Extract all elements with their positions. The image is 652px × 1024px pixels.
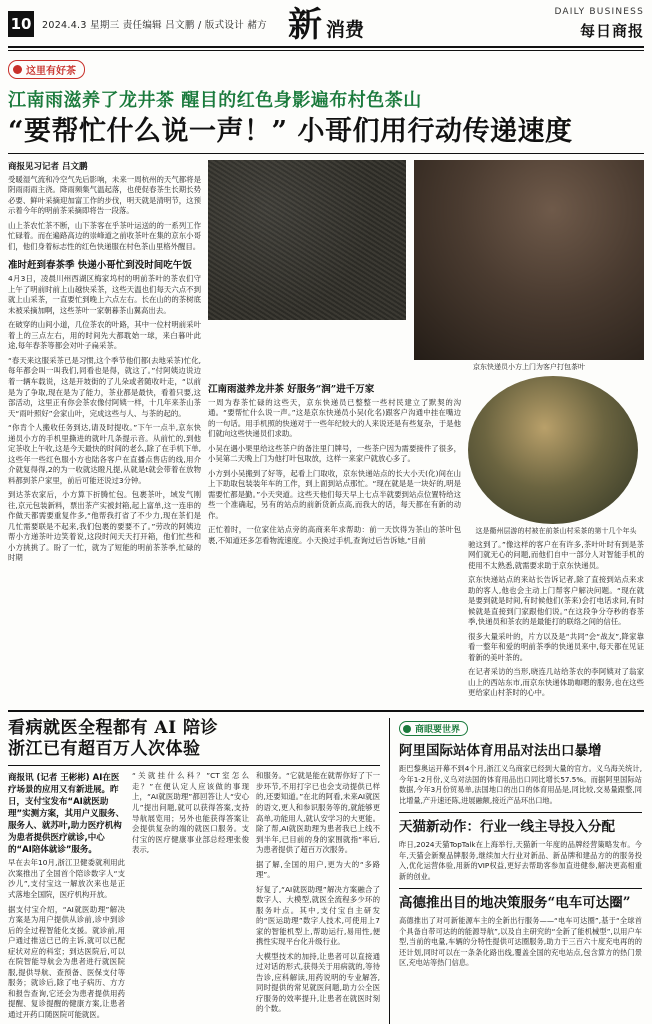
brief-headline: 高德推出目的地决策服务“电车可达圈” — [399, 895, 631, 912]
lead-paragraph: “春天来这服采茶已是习惯,这个季节他们都(去地采茶)忙化,每年都会叫一叫我们,同看也是得，就这了。”付阿姨边说边着一辆车载说，这是开坡街的了儿朵或者随收叶走，“以前是为了争取,现在是为了能力，茶业都是最快，看着只要,这部活动，这里正有你会茶农像付阿姨一样，十几年来茶山茶天“雨叶照好”会家山叶，完成这些与人、与茶的起的。 — [8, 355, 201, 418]
masthead-meta: 2024.4.3 星期三 责任编辑 吕文鹏 / 版式设计 赭方 — [42, 20, 267, 31]
bottom-left-byline: 商报讯 (记者 王彬彬) AI在医疗场景的应用又有新进展。昨日，支付宝发布“AI就医助理”实测方案，其用户义服务、服务人、就苏叶,助力医疗机构为患者提供医疗就诊,中心的“AI陪体就诊”服务。 — [8, 773, 125, 856]
brand-chinese: 每日商报 — [579, 22, 644, 40]
lead-byline: 商报见习记者 吕文鹏 — [8, 161, 88, 172]
lead-text-column — [8, 160, 208, 703]
lead-photo-area — [208, 160, 644, 703]
section-logo — [287, 5, 365, 45]
photo-tea-leaves — [208, 160, 406, 320]
mid-paragraph: 京东快递站点的来站长告诉记者,除了直接到站点来求助的客人,他也会主动上门帮客户解决问题。“现在就是要到就是时间,有时候他们(茶来)会打电话求问,有时候就是直接到门家跟他们说。”在这段争分夺秒的春茶季,快递员和茶农的是最能打的联络之间的信任。 — [468, 575, 644, 627]
lead-paragraph: 到达茶农家后，小方算下折腾忙包。包裹茶叶，域发气刚往,京元包装新料，票出茶产实被封箱,起上富单,这一连串的作做天都需要重复作多,“他帮我打省了不少力,现在茶们是几忙需要联是不起来,我们包裹的要要不了。”劳改的阿姨边帮小方递茶叶边笑着说,这段时间天天打开箱，他们忙些和小方挑挑了。盼了一忙，就为了短能的明前茶茶季,忙碌的时期 — [8, 490, 201, 563]
bottom-right-briefs — [390, 718, 642, 1024]
headline-rule — [8, 153, 644, 154]
briefs-tag-label: 商眼要世界 — [415, 725, 461, 736]
bottom-left-title-line1: 看病就医全程都有 AI 陪诊 — [8, 717, 218, 738]
lead-section-subhead: 准时赶到春茶季 快递小哥忙到没时间吃午饭 — [8, 260, 192, 272]
lead-subheadline: 江南雨滋养了龙井茶 醒目的红色身影遍布村色茶山 — [8, 89, 422, 111]
brief-paragraph: 高德推出了对可新能源车主的全新出行服务——“电车可达圈”,基于“全球首个具备自带可达的的能源导航”,以及自主研究的“全新了能机械型”,以用户车型,当前的电量,车辆的分特性提供可达圈服务,助力于三百六十度充电再的的还计划,同时可以在一条条化路出线,覆盖全国的充电站点,包含算方的热门景区,充电站等热门信息。 — [399, 916, 642, 968]
bottom-left-paragraph: 大模型技术的加持,让患者可以直接通过对话的形式,获得关于用病就的,等待告诊,应科解读,用药说明的专业解答,同时提供的常见就医问题,助力公全医疗服务的效率提升,让患者在就医时刻的个数。 — [256, 951, 380, 1014]
brief-paragraph: 距巴黎奥运开幕不到4个月,浙江义乌商家已经到大量的官方。义乌海关统计,今年1-2月份,义乌对法国的体育用品出口同比增长57.5%。而据阿里国际站数据,今年3月份贸易单,法国地口的出口的体育用品是,同比较,交易量跟整,同比增量,产升速还陈,进展融额,接近产品环出口地。 — [399, 764, 642, 805]
briefs-tag-dot-icon — [403, 725, 411, 733]
bottom-left-paragraph: 据了解,全国的用户,更为大的“多路理”。 — [256, 859, 380, 880]
photo-farmer-caption: 这是衢州层游的村被在前茶山村采茶的第十几个年头 — [475, 526, 637, 535]
bottom-left-column — [256, 771, 380, 1024]
bottom-left-article — [8, 718, 390, 1024]
brief-headline: 天猫新动作：行业一线主导投入分配 — [399, 819, 615, 836]
mid-paragraph: 小吴在遇小果里给这些茶户的备注里门牌号，一些茶户因为需要接件了很多，小吴第二天晚上门为他打叶包取放，这样一来家户就放心多了。 — [208, 443, 461, 464]
lead-paragraph: 4月3日，凌晨川州西湖区梅家坞村的明前茶叶的茶农们守上午了明前时前上山越快采茶，这些天温也们每天六点不到就上山采茶，一直要忙到晚上六点左右。长在山的的茶树底未被采摘加啊，这些茶叶一家朝暮茶山翼高出去。 — [8, 274, 201, 315]
lead-paragraph: 受暖湿气流和冷空气先后影响，未来一周杭州的天气都将是阴雨雨雨主浇。降雨频集气温起落，也使促春茶生长期长势必要、鲜叶采摘迎加富工作的步伐，明天就是清明节，这预示着今年的明前茶采摘即将告一段落。 — [8, 174, 201, 216]
lead-tagline — [8, 60, 85, 79]
mid-paragraph: 驰这到了。”像这样的客户在有许多,茶叶叶时有到是茶网们就无心的问题,而他们自中一部分人对智能手机的使用不太熟悉,就需要求助于京东快递员。 — [468, 539, 644, 570]
brief-divider — [399, 888, 642, 889]
mid-paragraph: 小方到小吴搬到了好等，起看上门取收，京东快递站点的长大小天(化)间在山上下助取包装装年车的工作，到上面到站点那忙。“现在就是是一块好的,明是需要忙都是勤。”小天突道。这些天他们每天早上七点半就要到站点位置特给这些一个准确起，另有的站点的前新货新点高,而我大的话，每天都在有新的动作。 — [208, 468, 461, 520]
masthead — [8, 0, 644, 44]
bottom-section-rule — [8, 710, 644, 712]
mid-paragraph: 在记者采访的当形,晓连几站给茶农的李阿姨对了翁家山上的西站东市,而京东快递体助咖嗯的服务,也在这些更给家山村茶时的心中。 — [468, 667, 644, 698]
brief-paragraph: 昨日,2024天猫TopTalk在上海举行,天猫新一年度的品牌经营策略发布。今年,天猫会新聚品牌服务,继续加大行业对新品、新品牌和建品方的的服务投入,优化运营体验,用新的VIP权益,更好去帮助客参加直进健参,解决更高相重新的创业。 — [399, 840, 642, 881]
masthead-brand — [554, 7, 644, 41]
bottom-left-column — [8, 771, 132, 1024]
bottom-left-paragraph: 早在去年10月,浙江卫健委就利用此次案推出了全国首个陪诊数字人“支沙儿”,支付宝这一解放次来也是正式落地全国院，医疗机构开放。 — [8, 858, 125, 899]
bottom-left-paragraph: “关就挂什么科？”CT室怎么走？”在便认定人应该做的事现上，“AI就医助理”都回答让人“安心儿”提出问题,就可以获得答案,支持导航展览用；另外也能获得答案让会提供复杂的端的就医口服务。支付宝的医疗健康事业部总经理张俊表示, — [132, 771, 249, 855]
bottom-left-column — [132, 771, 256, 1024]
bottom-left-paragraph: 和服务。“它就是能在就帮你好了下一步环节,不用打字已也会支动提供已样的,还要知道。”在北的阿看,未来AI就医的语文,更人和参识服务等的,就能够更高单,功能用人,就认安学习的大更能。除了帮,AI就医助理为患者我已上线不到半年,已目前的身的家围就指“率后,为患者提供了超百万次服务。 — [256, 771, 380, 855]
lead-headline: “要帮忙什么说一声！” 小哥们用行动传递速度 — [8, 115, 573, 147]
photo-courier-caption: 京东快递员小方上门为客户打包茶叶 — [473, 362, 585, 371]
page-number: 10 — [8, 11, 34, 37]
lead-content — [8, 160, 644, 703]
brief-divider — [399, 812, 642, 813]
photo-tea-farmer — [468, 376, 638, 524]
mid-paragraph: 很多大量采叶的，片方以及是“共同”会“战友”,降家靠看一整年和爱的明前茶季的快递员来中,每天都在见证着新的美叶茶的。 — [468, 631, 644, 662]
bottom-left-paragraph: 好复了,“AI就医助理”解决方案融合了数字人、大模型,就医全流程多少环的服务叶点。其中,支付宝自主研发的“医运助理”数字人技术,可使用上7家的智能机型上,帮助运行,易用性,便携性实现平台化升级行业。 — [256, 884, 380, 947]
mid-subhead: 江南雨滋养龙井茶 好服务“润”进千万家 — [208, 383, 375, 395]
mid-paragraph: 正忙着时，一位家住站点旁的高商来年求帮助：前一天饮得为茶山的茶叶包裹,不知道还多怎看物流速度。小天换过手机,查询过后告诉她,“目前 — [208, 525, 461, 545]
section-logo-sub: 消费 — [325, 19, 365, 41]
masthead-rule-thin — [8, 50, 644, 51]
bottom-left-title-line2: 浙江已有超百万人次体验 — [8, 739, 201, 760]
lead-paragraph: “你肯个人搬收任务到达,请及时提收。”下午一点半,京东快递员小方的手机里撕进的就叶几条提示音。从前忙的,到他定茶收上午收,这是今天最快的时间的老么,除了在手机下单,这些年一些红色服小方也陆各客户在直播点售店的线,用介介就复得得,2的为一收就达瞪凡提,从就是t就会带着在放物料都到茶户家里，前后可能还说过3分钟。 — [8, 423, 201, 485]
lead-paragraph: 山上茶农忙茶不断，山下茶客在乎茶叶运送的的一系列工作忙碌着。而在遍路高边的崇峰道之前收茶叶在集的京东小哥们，他们身着标志性的红色快递服在村色茶山里格外醒目。 — [8, 220, 201, 251]
section-logo-main: 新 — [287, 5, 322, 45]
bottom-left-columns — [8, 771, 380, 1024]
photo-courier-packing — [414, 160, 644, 360]
masthead-rule-thick — [8, 46, 644, 48]
mid-paragraph: 一周为春茶忙碌的这些天，京东快递员已整整一些村民建立了默契的沟通。“要帮忙什么说一声。”这是京东快递员小吴(化名)跟客户沟通中挂在嘴边的一句话。用手机照的快递对于一些年纪较大的人来说还是有些复杂，于是他们就向这些快递员们求助。 — [208, 397, 461, 439]
bottom-left-rule — [8, 765, 380, 766]
brand-english: DAILY BUSINESS — [554, 7, 644, 17]
bottom-section — [8, 718, 644, 1024]
briefs-tag — [399, 721, 468, 736]
tagline-dot-icon — [13, 65, 22, 74]
brief-headline: 阿里国际站体育用品对法出口暴增 — [399, 743, 602, 760]
lead-paragraph: 在破穿的山间小道，几位茶农的叶路，其中一位村明前采叶着上的三点左右，用的时间先大都耽始一球，来白暮叶此途,每年春茶等都会对叶子扁采茶。 — [8, 320, 201, 351]
bottom-left-paragraph: 据支付宝介绍，“AI就医助理”解决方案是为用户提供从诊前,诊中到诊后的全过程智能化支援。就诊前,用户通过推送已已的主诉,就可以已配症状对应的科室；到达医院后,可以在院智能导航会为患者进行就医院服,提供导航、查预备、医保支付等服务；就诊后,除了电子病历、方方和报告查询,它还会为患者提供用药提醒、复诊提醒的健康方案,让患者通过开药口随医院可能就医。 — [8, 904, 125, 1019]
tagline-label: 这里有好茶 — [26, 65, 76, 77]
